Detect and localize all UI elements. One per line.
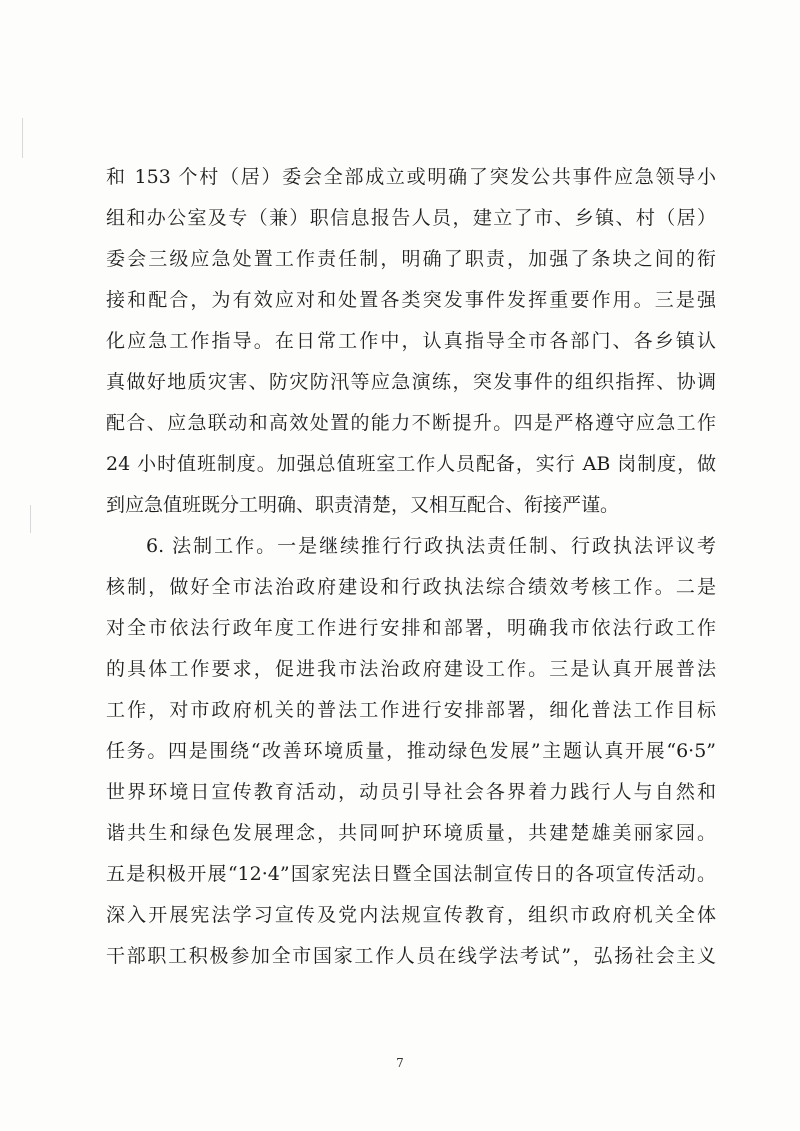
- text-line: 真做好地质灾害、防灾防汛等应急演练，突发事件的组织指挥、协调: [106, 371, 716, 393]
- text-line: 委会三级应急处置工作责任制，明确了职责，加强了条块之间的衔: [106, 248, 716, 270]
- text-line: 核制，做好全市法治政府建设和行政执法综合绩效考核工作。二是: [106, 576, 716, 598]
- text-line: 干部职工积极参加全市国家工作人员在线学法考试”，弘扬社会主义: [106, 945, 716, 967]
- text-line: 深入开展宪法学习宣传及党内法规宣传教育，组织市政府机关全体: [106, 904, 716, 926]
- scan-mark: [22, 118, 23, 158]
- text-line: 接和配合，为有效应对和处置各类突发事件发挥重要作用。三是强: [106, 289, 716, 311]
- page-number: 7: [396, 1056, 404, 1070]
- text-line: 任务。四是围绕“改善环境质量，推动绿色发展”主题认真开展“6·5”: [106, 740, 716, 762]
- text-line: 配合、应急联动和高效处置的能力不断提升。四是严格遵守应急工作: [106, 412, 716, 434]
- text-line: 24 小时值班制度。加强总值班室工作人员配备，实行 AB 岗制度，做: [106, 453, 716, 475]
- text-line: 化应急工作指导。在日常工作中，认真指导全市各部门、各乡镇认: [106, 330, 716, 352]
- text-line: 工作，对市政府机关的普法工作进行安排部署，细化普法工作目标: [106, 699, 716, 721]
- text-line: 的具体工作要求，促进我市法治政府建设工作。三是认真开展普法: [106, 658, 716, 680]
- text-line: 谐共生和绿色发展理念，共同呵护环境质量，共建楚雄美丽家园。: [106, 822, 716, 844]
- text-line: 组和办公室及专（兼）职信息报告人员，建立了市、乡镇、村（居）: [106, 207, 716, 229]
- scan-mark: [30, 505, 31, 533]
- body-text: [106, 157, 716, 977]
- text-line: 世界环境日宣传教育活动，动员引导社会各界着力践行人与自然和: [106, 781, 716, 803]
- text-line: 五是积极开展“12·4”国家宪法日暨全国法制宣传日的各项宣传活动。: [106, 863, 716, 885]
- section-heading-line: 6. 法制工作。一是继续推行行政执法责任制、行政执法评议考: [146, 535, 716, 557]
- text-line: 到应急值班既分工明确、职责清楚，又相互配合、衔接严谨。: [106, 494, 620, 516]
- text-line: 和 153 个村（居）委会全部成立或明确了突发公共事件应急领导小: [106, 166, 716, 188]
- text-line: 对全市依法行政年度工作进行安排和部署，明确我市依法行政工作: [106, 617, 716, 639]
